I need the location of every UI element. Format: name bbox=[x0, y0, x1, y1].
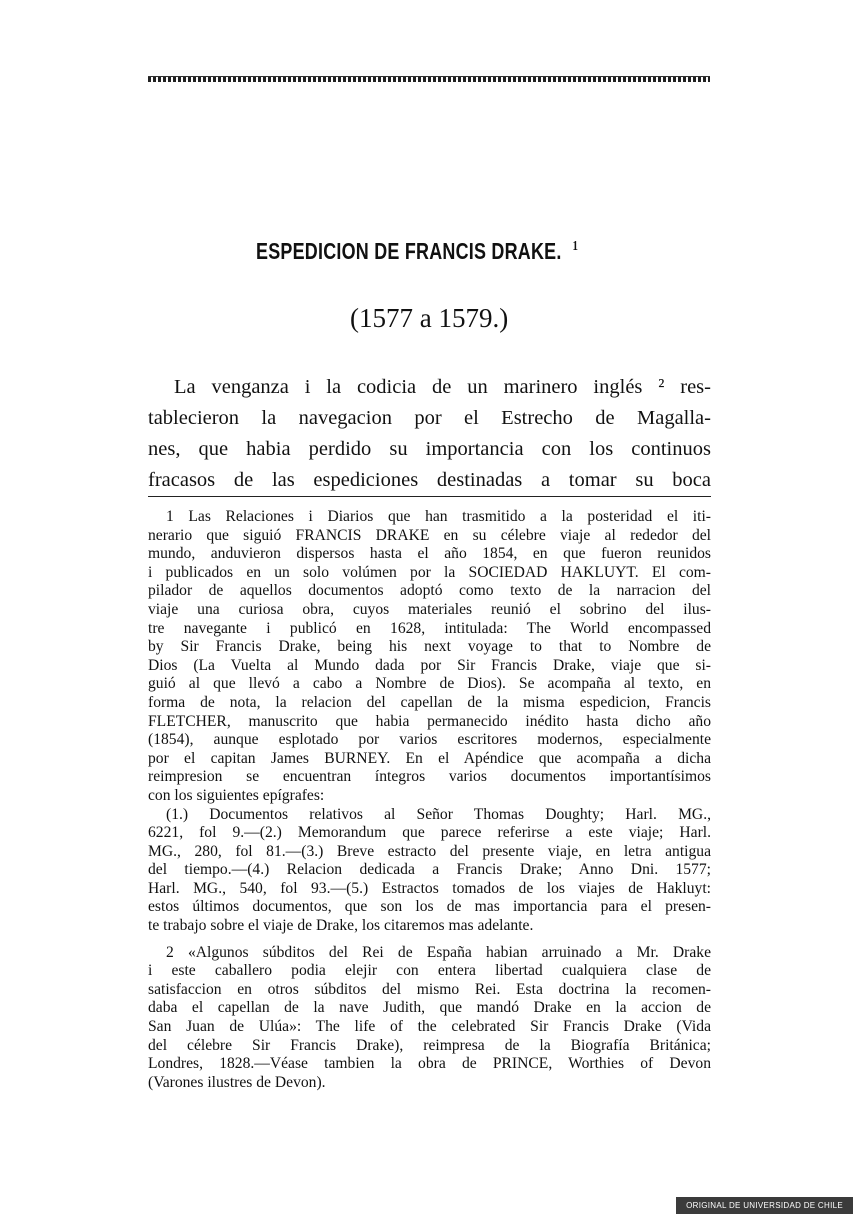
footnote-separator bbox=[148, 496, 711, 497]
footnote-line: forma de nota, la relacion del capellan de la misma espedicion, Francis bbox=[148, 693, 711, 711]
footnote-1 bbox=[148, 508, 711, 936]
footnote-line: Dios (La Vuelta al Mundo dada por Sir Francis Drake, viaje que si- bbox=[148, 656, 711, 674]
footnote-line: MG., 280, fol 81.—(3.) Breve estracto del presente viaje, en letra antigua bbox=[148, 842, 711, 860]
footnote-line: Londres, 1828.—Véase tambien la obra de PRINCE, Worthies of Devon bbox=[148, 1055, 711, 1073]
footnote-2 bbox=[148, 944, 711, 1093]
footnote-line: mundo, anduvieron dispersos hasta el año 1854, en que fueron reunidos bbox=[148, 545, 711, 563]
footnote-line: 6221, fol 9.—(2.) Memorandum que parece referirse a este viaje; Harl. bbox=[148, 824, 711, 842]
body-paragraph bbox=[148, 372, 711, 496]
footnote-line: satisfaccion en otros súbditos del mismo Rei. Esta doctrina la recomen- bbox=[148, 980, 711, 998]
footnotes bbox=[148, 508, 711, 1100]
footnote-line: (Varones ilustres de Devon). bbox=[148, 1073, 326, 1091]
footnote-line: 2 «Algunos súbditos del Rei de España habian arruinado a Mr. Drake bbox=[166, 943, 711, 961]
footnote-line: estos últimos documentos, que son los de mas importancia para el presen- bbox=[148, 898, 711, 916]
chapter-title-text: ESPEDICION DE FRANCIS DRAKE. bbox=[256, 238, 562, 264]
footnote-line: i este caballero podia elejir con entera libertad cualquiera clase de bbox=[148, 962, 711, 980]
footnote-line: nerario que siguió FRANCIS DRAKE en su célebre viaje al rededor del bbox=[148, 526, 711, 544]
footnote-line: (1.) Documentos relativos al Señor Thomas Doughty; Harl. MG., bbox=[166, 805, 711, 823]
chapter-dates: (1577 a 1579.) bbox=[350, 303, 509, 333]
body-line: fracasos de las espediciones destinadas a tomar su boca bbox=[148, 469, 711, 491]
decorative-top-rule bbox=[148, 76, 710, 82]
footnote-line: te trabajo sobre el viaje de Drake, los citaremos mas adelante. bbox=[148, 917, 534, 935]
footnote-line: by Sir Francis Drake, being his next voyage to that to Nombre de bbox=[148, 638, 711, 656]
footnote-line: 1 Las Relaciones i Diarios que han trasmitido a la posteridad el iti- bbox=[166, 508, 711, 525]
body-line: La venganza i la codicia de un marinero inglés ² res- bbox=[174, 376, 711, 398]
body-line: tablecieron la navegacion por el Estrecho de Magalla- bbox=[148, 407, 711, 429]
title-footnote-marker: 1 bbox=[572, 239, 579, 255]
footnote-line: FLETCHER, manuscrito que habia permanecido inédito hasta dicho año bbox=[148, 712, 711, 730]
footnote-line: con los siguientes epígrafes: bbox=[148, 786, 325, 804]
footnote-line: (1854), aunque esplotado por varios escritores modernos, especialmente bbox=[148, 731, 711, 749]
footnote-line: viaje una curiosa obra, cuyos materiales reunió el sobrino del ilus- bbox=[148, 600, 711, 618]
footnote-line: tre navegante i publicó en 1628, intitulada: The World encompassed bbox=[148, 619, 711, 637]
body-line: nes, que habia perdido su importancia con los continuos bbox=[148, 438, 711, 460]
footnote-line: San Juan de Ulúa»: The life of the celebrated Sir Francis Drake (Vida bbox=[148, 1018, 711, 1036]
footnote-line: por el capitan James BURNEY. En el Apéndice que acompaña a dicha bbox=[148, 749, 711, 767]
footnote-line: daba el capellan de la nave Judith, que mandó Drake en la accion de bbox=[148, 999, 711, 1017]
footnote-line: del tiempo.—(4.) Relacion dedicada a Francis Drake; Anno Dni. 1577; bbox=[148, 861, 711, 879]
archive-watermark-badge: ORIGINAL DE UNIVERSIDAD DE CHILE bbox=[676, 1197, 853, 1214]
footnote-line: reimpresion se encuentran íntegros varios documentos importantísimos bbox=[148, 768, 711, 786]
footnote-line: pilador de aquellos documentos adoptó como texto de la narracion del bbox=[148, 582, 711, 600]
footnote-line: guió al que llevó a cabo a Nombre de Dios). Se acompaña al texto, en bbox=[148, 675, 711, 693]
chapter-title bbox=[256, 238, 578, 265]
footnote-line: Harl. MG., 540, fol 93.—(5.) Estractos tomados de los viajes de Hakluyt: bbox=[148, 879, 711, 897]
footnote-line: i publicados en un solo volúmen por la SOCIEDAD HAKLUYT. El com- bbox=[148, 563, 711, 581]
footnote-line: del célebre Sir Francis Drake), reimpresa de la Biografía Británica; bbox=[148, 1036, 711, 1054]
